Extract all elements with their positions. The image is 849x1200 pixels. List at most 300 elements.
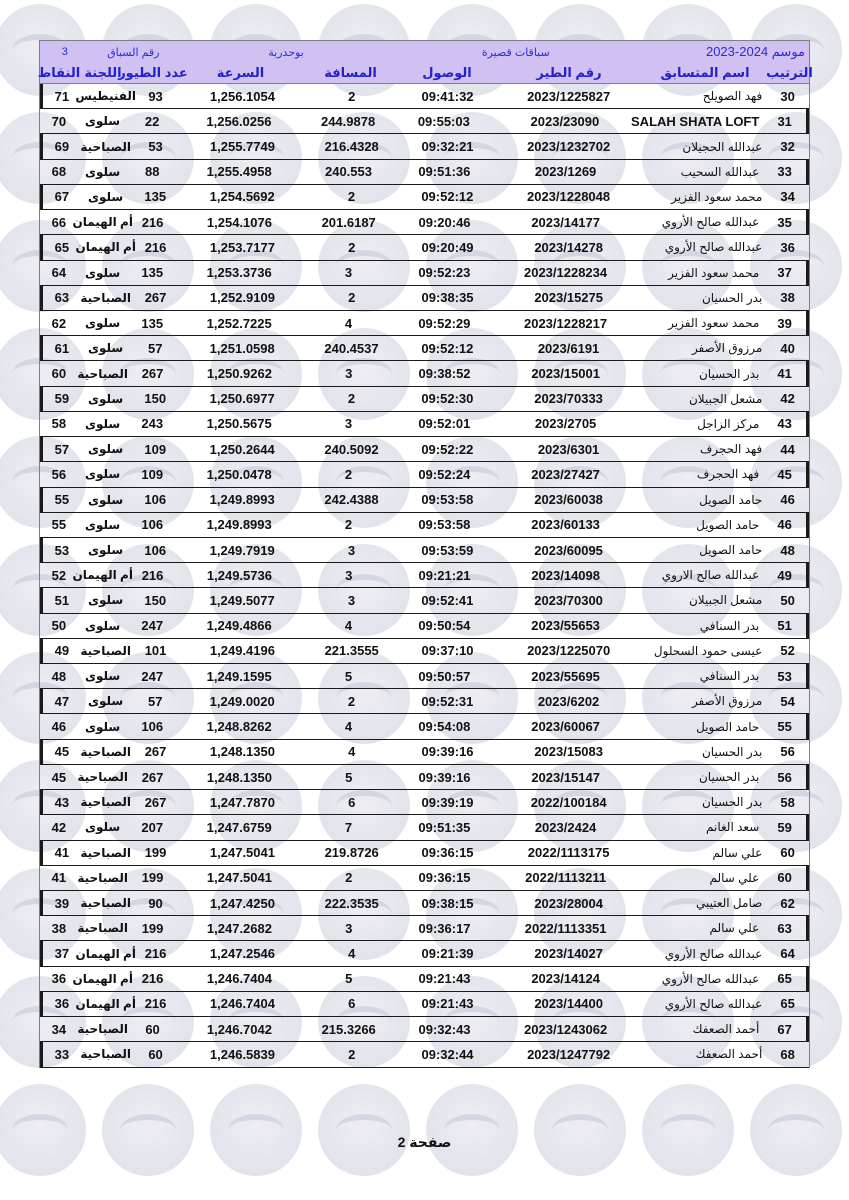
col-header-points: النقاط bbox=[37, 65, 81, 80]
release-place-label: بوحدرية bbox=[268, 46, 304, 59]
watermark-logo bbox=[642, 1084, 734, 1176]
cell-distance: 4 bbox=[344, 719, 353, 735]
cell-rank: 51 bbox=[777, 618, 792, 634]
cell-arrival: 09:52:29 bbox=[418, 315, 471, 331]
cell-arrival: 09:21:43 bbox=[418, 971, 471, 987]
cell-distance: 216.4328 bbox=[324, 139, 379, 155]
cell-name: علي سالم bbox=[709, 921, 760, 936]
cell-points: 63 bbox=[54, 290, 70, 306]
cell-rank: 40 bbox=[780, 340, 795, 356]
race-number-label: رقم السباق bbox=[107, 46, 160, 59]
cell-speed: 1,249.4196 bbox=[209, 643, 275, 659]
table-row bbox=[40, 286, 809, 311]
cell-points: 59 bbox=[54, 391, 70, 407]
cell-rank: 54 bbox=[780, 693, 795, 709]
cell-speed: 1,248.1350 bbox=[209, 744, 275, 760]
cell-points: 53 bbox=[54, 542, 70, 558]
table-row bbox=[40, 866, 809, 891]
cell-committee: سلوى bbox=[87, 543, 124, 558]
table-row bbox=[40, 1042, 809, 1067]
cell-ring: 2023/27427 bbox=[531, 466, 600, 482]
cell-points: 51 bbox=[54, 592, 70, 608]
cell-points: 60 bbox=[51, 366, 67, 382]
cell-arrival: 09:32:44 bbox=[421, 1046, 474, 1062]
cell-rank: 41 bbox=[777, 366, 792, 382]
cell-arrival: 09:36:15 bbox=[421, 845, 474, 861]
cell-committee: الصباحية bbox=[80, 845, 132, 860]
cell-distance: 240.553 bbox=[324, 164, 372, 180]
cell-birds: 267 bbox=[144, 794, 167, 810]
col-header-ring: رقم الطير bbox=[536, 65, 602, 80]
cell-distance: 2 bbox=[348, 1046, 356, 1062]
cell-committee: سلوى bbox=[87, 442, 124, 457]
cell-distance: 4 bbox=[348, 744, 356, 760]
table-row bbox=[40, 261, 809, 286]
watermark-logo bbox=[318, 1084, 410, 1176]
cell-arrival: 09:53:58 bbox=[418, 517, 471, 533]
cell-name: بدر الحسيان bbox=[701, 744, 763, 759]
cell-points: 61 bbox=[54, 340, 70, 356]
table-row bbox=[40, 841, 809, 866]
cell-arrival: 09:39:19 bbox=[421, 794, 474, 810]
cell-speed: 1,250.2644 bbox=[209, 441, 275, 457]
cell-rank: 65 bbox=[777, 971, 792, 987]
cell-arrival: 09:39:16 bbox=[418, 769, 471, 785]
cell-birds: 135 bbox=[141, 265, 164, 281]
cell-arrival: 09:55:03 bbox=[417, 113, 470, 129]
cell-arrival: 09:52:24 bbox=[418, 466, 471, 482]
cell-arrival: 09:53:58 bbox=[421, 492, 474, 508]
table-row bbox=[40, 311, 809, 336]
cell-birds: 53 bbox=[148, 139, 163, 155]
cell-birds: 106 bbox=[141, 517, 164, 533]
cell-speed: 1,255.4958 bbox=[206, 164, 272, 180]
cell-speed: 1,254.1076 bbox=[206, 214, 272, 230]
cell-committee: سلوى bbox=[84, 467, 121, 482]
table-header bbox=[37, 40, 813, 84]
cell-rank: 50 bbox=[780, 592, 795, 608]
cell-committee: سلوى bbox=[87, 593, 124, 608]
table-row bbox=[40, 664, 809, 689]
cell-rank: 67 bbox=[777, 1021, 792, 1037]
cell-ring: 2023/1228217 bbox=[523, 315, 608, 331]
cell-points: 71 bbox=[54, 88, 70, 104]
cell-distance: 3 bbox=[345, 366, 353, 382]
cell-committee: سلوى bbox=[84, 517, 121, 532]
cell-ring: 2023/70333 bbox=[534, 391, 603, 407]
cell-committee: سلوى bbox=[84, 820, 121, 835]
cell-arrival: 09:20:46 bbox=[418, 214, 471, 230]
cell-arrival: 09:39:16 bbox=[421, 744, 474, 760]
cell-name: حامد الصويل bbox=[699, 543, 763, 558]
cell-name: بدر الحسيان bbox=[701, 290, 763, 305]
table-row bbox=[40, 941, 809, 966]
cell-ring: 2023/1269 bbox=[534, 164, 597, 180]
cell-points: 45 bbox=[51, 769, 67, 785]
cell-name: صامل العتيبي bbox=[695, 896, 763, 911]
cell-name: عبدالله صالح الاروي bbox=[661, 568, 760, 583]
cell-arrival: 09:36:17 bbox=[418, 920, 471, 936]
cell-ring: 2023/1225070 bbox=[527, 643, 611, 659]
cell-committee: سلوى bbox=[87, 341, 124, 356]
cell-rank: 49 bbox=[777, 567, 792, 583]
cell-points: 36 bbox=[51, 971, 67, 987]
cell-rank: 33 bbox=[777, 164, 792, 180]
cell-distance: 240.4537 bbox=[324, 340, 379, 356]
cell-ring: 2023/1232702 bbox=[527, 139, 611, 155]
table-row bbox=[40, 336, 809, 361]
cell-distance: 3 bbox=[345, 920, 353, 936]
cell-distance: 2 bbox=[348, 239, 356, 255]
watermark-logo bbox=[426, 1084, 518, 1176]
cell-ring: 2023/2424 bbox=[534, 819, 597, 835]
cell-birds: 106 bbox=[144, 542, 167, 558]
cell-rank: 44 bbox=[780, 441, 795, 457]
cell-arrival: 09:52:12 bbox=[421, 340, 474, 356]
cell-points: 43 bbox=[54, 794, 70, 810]
cell-arrival: 09:51:35 bbox=[418, 819, 471, 835]
cell-rank: 64 bbox=[780, 946, 795, 962]
cell-birds: 150 bbox=[144, 592, 167, 608]
cell-rank: 65 bbox=[780, 996, 795, 1012]
watermark-logo bbox=[102, 1084, 194, 1176]
cell-arrival: 09:38:35 bbox=[421, 290, 474, 306]
cell-committee: أم الهيمان bbox=[72, 971, 133, 986]
cell-speed: 1,246.7404 bbox=[206, 971, 272, 987]
table-row bbox=[40, 790, 809, 815]
cell-rank: 35 bbox=[777, 214, 792, 230]
cell-ring: 2023/14098 bbox=[531, 567, 600, 583]
cell-birds: 106 bbox=[144, 492, 167, 508]
cell-ring: 2023/14400 bbox=[534, 996, 603, 1012]
col-header-committee: اللجنة bbox=[84, 65, 122, 80]
cell-name: بدر الحسيان bbox=[701, 795, 763, 810]
cell-committee: الصباحية bbox=[77, 921, 129, 936]
cell-birds: 216 bbox=[141, 567, 164, 583]
cell-birds: 216 bbox=[144, 239, 167, 255]
cell-committee: الصباحية bbox=[80, 795, 132, 810]
cell-distance: 4 bbox=[344, 315, 353, 331]
table-row bbox=[40, 361, 809, 386]
cell-committee: الصباحية bbox=[80, 290, 132, 305]
cell-name: مرزوق الأصفر bbox=[691, 694, 763, 709]
cell-distance: 242.4388 bbox=[324, 492, 379, 508]
cell-birds: 216 bbox=[144, 996, 167, 1012]
cell-distance: 5 bbox=[344, 668, 353, 684]
cell-arrival: 09:52:22 bbox=[421, 441, 474, 457]
cell-birds: 135 bbox=[141, 315, 164, 331]
cell-rank: 52 bbox=[780, 643, 795, 659]
table-row bbox=[40, 387, 809, 412]
cell-distance: 2 bbox=[348, 290, 356, 306]
cell-points: 68 bbox=[51, 164, 67, 180]
cell-committee: أم الهيمان bbox=[72, 568, 133, 583]
cell-committee: أم الهيمان bbox=[75, 240, 136, 255]
cell-committee: أم الهيمان bbox=[75, 946, 136, 961]
cell-distance: 2 bbox=[347, 693, 356, 709]
cell-ring: 2023/70300 bbox=[534, 592, 603, 608]
cell-speed: 1,249.5736 bbox=[206, 567, 272, 583]
cell-arrival: 09:52:12 bbox=[421, 189, 474, 205]
table-row bbox=[40, 815, 809, 840]
cell-birds: 207 bbox=[141, 819, 164, 835]
cell-points: 33 bbox=[54, 1046, 70, 1062]
cell-committee: سلوى bbox=[87, 694, 124, 709]
cell-speed: 1,246.7042 bbox=[206, 1021, 272, 1037]
results-table-body bbox=[39, 84, 810, 1068]
cell-committee: سلوى bbox=[84, 416, 121, 431]
cell-distance: 4 bbox=[344, 618, 353, 634]
cell-committee: الصباحية bbox=[77, 870, 129, 885]
cell-name: بدر الحسيان bbox=[698, 366, 760, 381]
cell-points: 62 bbox=[51, 315, 67, 331]
cell-speed: 1,249.8993 bbox=[206, 517, 272, 533]
cell-arrival: 09:21:21 bbox=[418, 567, 471, 583]
cell-ring: 2023/28004 bbox=[534, 895, 603, 911]
table-row bbox=[40, 185, 809, 210]
cell-distance: 2 bbox=[348, 88, 356, 104]
cell-name: عبدالله صالح الأروي bbox=[664, 240, 763, 255]
header-info-row bbox=[40, 41, 811, 63]
cell-points: 56 bbox=[51, 466, 67, 482]
cell-ring: 2023/1247792 bbox=[527, 1046, 611, 1062]
cell-distance: 6 bbox=[348, 996, 356, 1012]
cell-speed: 1,248.1350 bbox=[206, 769, 272, 785]
cell-ring: 2022/100184 bbox=[530, 794, 607, 810]
cell-rank: 31 bbox=[777, 113, 792, 129]
cell-points: 48 bbox=[51, 668, 67, 684]
cell-name: بدر السنافي bbox=[699, 669, 760, 684]
watermark-logo bbox=[534, 1084, 626, 1176]
cell-rank: 53 bbox=[777, 668, 792, 684]
cell-points: 69 bbox=[54, 139, 70, 155]
cell-name: مرزوق الأصفر bbox=[691, 341, 763, 356]
cell-points: 70 bbox=[51, 113, 67, 129]
cell-rank: 34 bbox=[780, 189, 795, 205]
race-type-label: سباقات قصيرة bbox=[481, 46, 550, 59]
cell-committee: سلوى bbox=[84, 719, 121, 734]
table-row bbox=[40, 134, 809, 159]
cell-speed: 1,250.9262 bbox=[206, 366, 272, 382]
cell-speed: 1,249.7919 bbox=[209, 542, 275, 558]
table-row bbox=[40, 84, 809, 109]
cell-rank: 58 bbox=[780, 794, 795, 810]
col-header-birds: عدد الطيور bbox=[118, 65, 188, 80]
table-row bbox=[40, 614, 809, 639]
cell-speed: 1,249.0020 bbox=[209, 693, 275, 709]
cell-birds: 57 bbox=[148, 693, 163, 709]
cell-arrival: 09:52:31 bbox=[421, 693, 474, 709]
cell-rank: 60 bbox=[777, 870, 792, 886]
cell-name: فهد الحجرف bbox=[699, 442, 763, 457]
cell-speed: 1,247.2546 bbox=[209, 946, 275, 962]
cell-committee: سلوى bbox=[84, 114, 121, 129]
cell-committee: سلوى bbox=[84, 618, 121, 633]
cell-distance: 219.8726 bbox=[324, 845, 379, 861]
col-header-speed: السرعة bbox=[216, 65, 265, 80]
cell-name: SALAH SHATA LOFT bbox=[631, 113, 760, 129]
cell-points: 57 bbox=[54, 441, 70, 457]
cell-rank: 36 bbox=[780, 239, 795, 255]
table-row bbox=[40, 639, 809, 664]
table-row bbox=[40, 160, 809, 185]
cell-speed: 1,247.6759 bbox=[206, 819, 272, 835]
col-header-name: اسم المتسابق bbox=[660, 65, 750, 80]
cell-birds: 150 bbox=[144, 391, 167, 407]
cell-rank: 48 bbox=[780, 542, 795, 558]
cell-ring: 2023/55653 bbox=[531, 618, 600, 634]
cell-distance: 2 bbox=[345, 870, 353, 886]
table-row bbox=[40, 563, 809, 588]
cell-points: 38 bbox=[51, 920, 67, 936]
cell-distance: 6 bbox=[348, 794, 356, 810]
cell-speed: 1,252.7225 bbox=[206, 315, 272, 331]
cell-distance: 2 bbox=[344, 517, 353, 533]
cell-distance: 3 bbox=[344, 265, 353, 281]
cell-points: 65 bbox=[54, 239, 70, 255]
cell-distance: 240.5092 bbox=[324, 441, 379, 457]
cell-points: 36 bbox=[54, 996, 70, 1012]
cell-distance: 3 bbox=[345, 567, 353, 583]
cell-birds: 199 bbox=[141, 920, 164, 936]
cell-points: 42 bbox=[51, 819, 67, 835]
cell-ring: 2023/15083 bbox=[534, 744, 603, 760]
cell-birds: 109 bbox=[141, 466, 164, 482]
cell-arrival: 09:52:01 bbox=[418, 416, 471, 432]
cell-distance: 222.3535 bbox=[324, 895, 379, 911]
cell-distance: 4 bbox=[348, 946, 356, 962]
cell-name: أحمد الصعفك bbox=[695, 1047, 763, 1062]
table-row bbox=[40, 916, 809, 941]
cell-speed: 1,247.5041 bbox=[209, 845, 275, 861]
cell-distance: 244.9878 bbox=[320, 113, 376, 129]
cell-committee: الصباحية bbox=[80, 896, 132, 911]
cell-rank: 59 bbox=[777, 819, 792, 835]
cell-rank: 62 bbox=[780, 895, 795, 911]
page-number: صفحة 2 bbox=[397, 1134, 452, 1150]
cell-rank: 46 bbox=[777, 517, 792, 533]
cell-speed: 1,247.2682 bbox=[206, 920, 272, 936]
cell-ring: 2023/15147 bbox=[531, 769, 600, 785]
cell-birds: 88 bbox=[145, 164, 160, 180]
cell-committee: سلوى bbox=[84, 669, 121, 684]
cell-birds: 22 bbox=[144, 113, 160, 129]
cell-rank: 30 bbox=[780, 88, 795, 104]
cell-speed: 1,250.6977 bbox=[209, 391, 275, 407]
cell-name: مشعل الجبيلان bbox=[688, 391, 763, 406]
cell-points: 55 bbox=[51, 517, 67, 533]
cell-points: 34 bbox=[51, 1021, 67, 1037]
cell-distance: 3 bbox=[347, 592, 356, 608]
cell-points: 66 bbox=[51, 214, 67, 230]
cell-birds: 216 bbox=[141, 214, 164, 230]
cell-name: حامد الصويل bbox=[696, 517, 760, 532]
cell-points: 46 bbox=[51, 719, 67, 735]
cell-points: 52 bbox=[51, 567, 67, 583]
cell-speed: 1,252.9109 bbox=[209, 290, 275, 306]
cell-speed: 1,256.1054 bbox=[209, 88, 275, 104]
cell-name: عبدالله السحيب bbox=[680, 164, 760, 179]
cell-ring: 2022/1113175 bbox=[527, 845, 610, 861]
table-row bbox=[40, 538, 809, 563]
cell-name: أحمد الصعفك bbox=[692, 1022, 760, 1037]
cell-committee: الصباحية bbox=[80, 744, 132, 759]
cell-ring: 2023/14027 bbox=[534, 946, 603, 962]
cell-ring: 2023/15001 bbox=[531, 366, 600, 382]
cell-distance: 2 bbox=[347, 391, 356, 407]
table-row bbox=[40, 967, 809, 992]
cell-speed: 1,250.0478 bbox=[206, 466, 272, 482]
cell-committee: سلوى bbox=[84, 316, 121, 331]
col-header-rank: الترتيب bbox=[766, 65, 813, 80]
cell-committee: الصباحية bbox=[80, 1047, 132, 1062]
cell-speed: 1,249.5077 bbox=[209, 592, 275, 608]
cell-speed: 1,253.7177 bbox=[209, 239, 275, 255]
cell-rank: 38 bbox=[780, 290, 795, 306]
cell-arrival: 09:32:21 bbox=[421, 139, 474, 155]
cell-committee: سلوى bbox=[87, 391, 124, 406]
table-row bbox=[40, 891, 809, 916]
cell-ring: 2023/1225827 bbox=[527, 88, 611, 104]
cell-arrival: 09:20:49 bbox=[421, 239, 474, 255]
cell-ring: 2022/1113351 bbox=[524, 920, 607, 936]
cell-name: بدر الحسيان bbox=[698, 770, 760, 785]
cell-birds: 243 bbox=[141, 416, 164, 432]
cell-name: عبدالله صالح الأروي bbox=[664, 996, 763, 1011]
cell-name: سعد الغانم bbox=[706, 820, 760, 835]
cell-name: عبدالله صالح الأروي bbox=[661, 971, 760, 986]
cell-name: مركز الزاجل bbox=[697, 416, 760, 431]
watermark-logo bbox=[210, 1084, 302, 1176]
cell-name: عبدالله صالح الأروي bbox=[664, 946, 763, 961]
cell-arrival: 09:36:15 bbox=[418, 870, 471, 886]
cell-birds: 247 bbox=[141, 668, 164, 684]
table-row bbox=[40, 714, 809, 739]
cell-speed: 1,247.4250 bbox=[209, 895, 275, 911]
cell-birds: 267 bbox=[141, 366, 164, 382]
cell-committee: الفنيطيس bbox=[75, 89, 137, 104]
cell-arrival: 09:32:43 bbox=[418, 1021, 471, 1037]
column-headers-row bbox=[37, 63, 813, 83]
cell-committee: الصباحية bbox=[77, 770, 129, 785]
cell-points: 47 bbox=[54, 693, 70, 709]
cell-ring: 2023/2705 bbox=[534, 416, 597, 432]
cell-points: 50 bbox=[51, 618, 67, 634]
cell-committee: سلوى bbox=[87, 189, 124, 204]
cell-speed: 1,253.3736 bbox=[206, 265, 272, 281]
cell-distance: 215.3266 bbox=[321, 1021, 376, 1037]
cell-committee: الصباحية bbox=[77, 1022, 129, 1037]
table-row bbox=[40, 740, 809, 765]
cell-distance: 2 bbox=[344, 466, 353, 482]
cell-ring: 2023/60133 bbox=[531, 517, 600, 533]
cell-rank: 55 bbox=[777, 719, 792, 735]
cell-distance: 3 bbox=[344, 416, 353, 432]
cell-name: علي سالم bbox=[712, 845, 763, 860]
cell-committee: سلوى bbox=[87, 492, 124, 507]
cell-arrival: 09:50:54 bbox=[418, 618, 471, 634]
cell-arrival: 09:53:59 bbox=[421, 542, 474, 558]
cell-speed: 1,256.0256 bbox=[206, 113, 272, 129]
cell-rank: 43 bbox=[777, 416, 792, 432]
cell-distance: 221.3555 bbox=[324, 643, 379, 659]
cell-birds: 199 bbox=[144, 845, 167, 861]
cell-points: 41 bbox=[54, 845, 70, 861]
cell-ring: 2023/6191 bbox=[537, 340, 600, 356]
cell-name: فهد الصويلح bbox=[702, 89, 763, 104]
table-row bbox=[40, 689, 809, 714]
cell-speed: 1,251.0598 bbox=[209, 340, 275, 356]
